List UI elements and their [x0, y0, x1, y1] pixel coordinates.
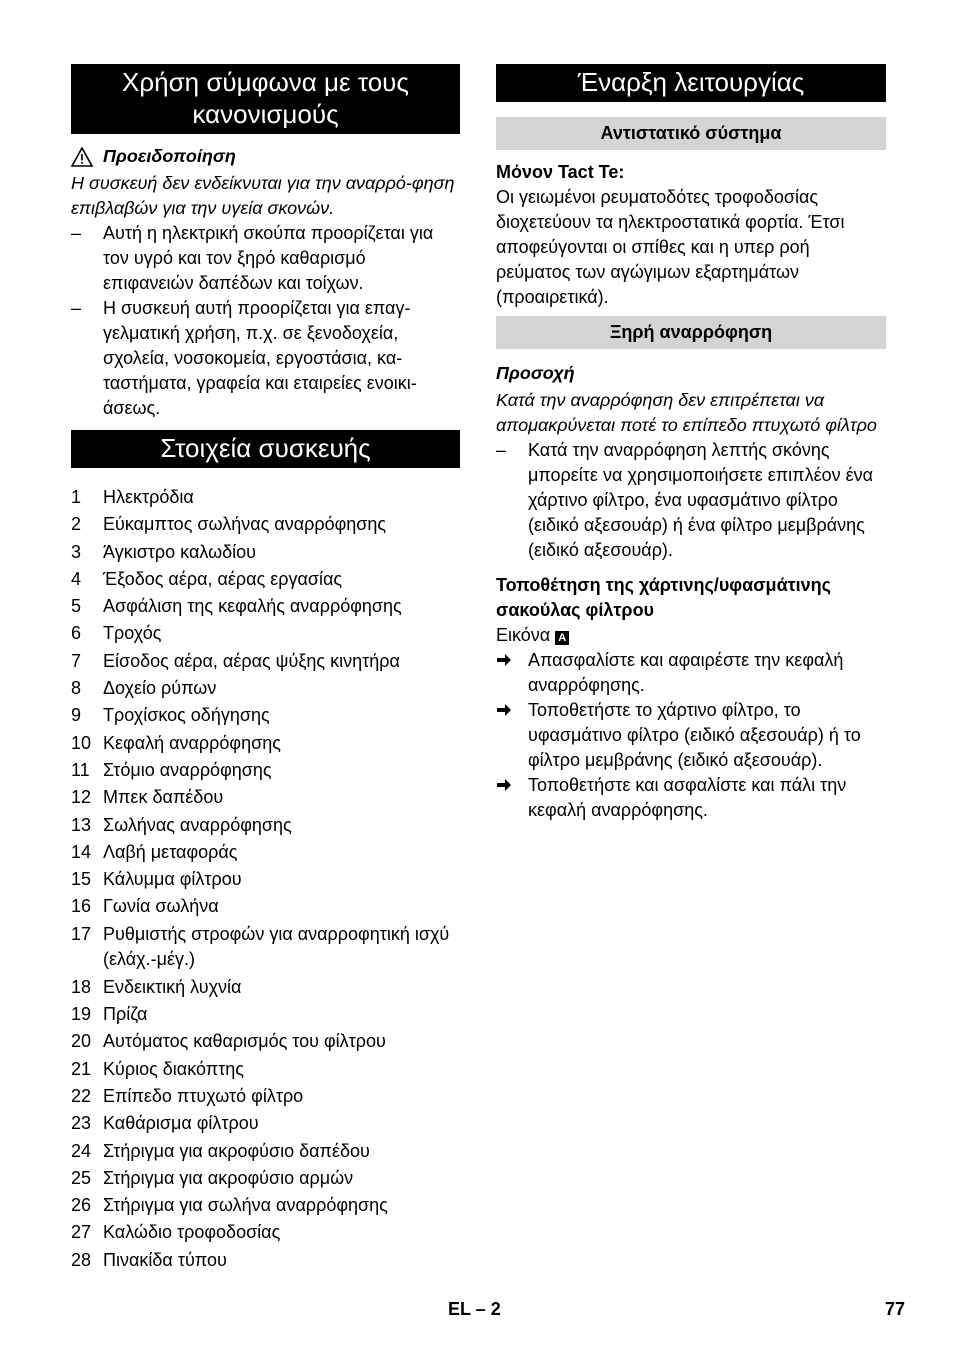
caution-label: Προσοχή — [496, 363, 575, 383]
right-column — [496, 64, 886, 823]
list-item — [71, 648, 460, 675]
part-label: Κάλυμμα φίλτρου — [103, 869, 242, 890]
part-label: Έξοδος αέρα, αέρας εργασίας — [103, 568, 343, 589]
list-item — [71, 921, 460, 974]
part-number: 2 — [71, 514, 82, 535]
list-item — [71, 511, 460, 538]
part-number: 18 — [71, 976, 92, 997]
arrow-right-icon — [496, 773, 528, 823]
list-item — [71, 866, 460, 893]
list-item — [71, 730, 460, 757]
part-label: Στήριγμα για ακροφύσιο αρμών — [103, 1167, 354, 1188]
part-number: 28 — [71, 1249, 92, 1270]
part-label: Γωνία σωλήνα — [103, 896, 219, 917]
section-title-intended-use: Χρήση σύμφωνα με τους κανονισμούς — [71, 64, 460, 134]
part-label: Αυτόματος καθαρισμός του φίλτρου — [103, 1031, 386, 1052]
figure-reference — [496, 623, 886, 648]
step-text: Τοποθετήστε το χάρτινο φίλτρο, το υφασμάτινο φίλτρο (ειδικό αξεσουάρ) ή το φίλτρο μεμβράνης (ειδικό αξεσουάρ). — [528, 700, 861, 770]
footer-page-number: 77 — [885, 1299, 906, 1319]
part-label: Καθάρισμα φίλτρου — [103, 1113, 259, 1134]
bullet-text: Η συσκευή αυτή προορίζεται για επαγ-γελματική χρήση, π.χ. σε ξενοδοχεία, σχολεία, νοσοκομεία, εργοστάσια, κα-ταστήματα, γραφεία και εταιρείες ενοικι-άσεως. — [103, 298, 417, 418]
list-item — [71, 1219, 460, 1246]
part-label: Ρυθμιστής στροφών για αναρροφητική ισχύ (ελάχ.-μέγ.) — [103, 923, 450, 969]
part-label: Στήριγμα για σωλήνα αναρρόφησης — [103, 1195, 388, 1216]
part-label: Ασφάλιση της κεφαλής αναρρόφησης — [103, 596, 402, 617]
device-parts-list — [71, 484, 460, 1274]
list-item — [71, 593, 460, 620]
part-number: 22 — [71, 1085, 92, 1106]
step-text: Τοποθετήστε και ασφαλίστε και πάλι την κεφαλή αναρρόφησης. — [528, 775, 847, 820]
filter-bag-heading: Τοποθέτηση της χάρτινης/υφασμάτινης σακούλας φίλτρου — [496, 575, 832, 620]
dash-marker: – — [71, 298, 82, 318]
arrow-right-icon — [496, 698, 528, 773]
list-item — [71, 620, 460, 647]
antistatic-text: Οι γειωμένοι ρευματοδότες τροφοδοσίας διοχετεύουν τα ηλεκτροστατικά φορτία. Έτσι αποφεύγονται οι σπίθες και η υπερ ροή ρεύματος των αγώγιμων εξαρτημάτων (προαιρετικά). — [496, 187, 845, 307]
part-number: 19 — [71, 1004, 92, 1025]
part-number: 9 — [71, 705, 82, 726]
part-number: 5 — [71, 596, 82, 617]
list-item — [71, 539, 460, 566]
part-label: Στόμιο αναρρόφησης — [103, 759, 272, 780]
list-item — [71, 1110, 460, 1137]
part-number: 3 — [71, 541, 82, 562]
footer-language-page: EL – 2 — [448, 1299, 501, 1319]
part-label: Κύριος διακόπτης — [103, 1058, 244, 1079]
list-item — [71, 296, 460, 421]
subsection-title-antistatic: Αντιστατικό σύστημα — [496, 117, 886, 150]
part-number: 13 — [71, 814, 92, 835]
part-number: 21 — [71, 1058, 92, 1079]
list-item — [71, 1083, 460, 1110]
list-item — [71, 893, 460, 920]
list-item — [71, 1165, 460, 1192]
part-label: Λαβή μεταφοράς — [103, 841, 238, 862]
part-number: 6 — [71, 623, 82, 644]
part-number: 20 — [71, 1031, 92, 1052]
list-item — [71, 1056, 460, 1083]
section-title-start-up: Έναρξη λειτουργίας — [496, 64, 886, 102]
part-number: 7 — [71, 650, 82, 671]
part-label: Κεφαλή αναρρόφησης — [103, 732, 281, 753]
part-label: Είσοδος αέρα, αέρας ψύξης κινητήρα — [103, 650, 400, 671]
list-item — [71, 812, 460, 839]
list-item — [496, 698, 886, 773]
filter-steps-list — [496, 648, 886, 823]
warning-heading — [71, 144, 460, 169]
part-label: Καλώδιο τροφοδοσίας — [103, 1222, 281, 1243]
left-column — [71, 64, 460, 1274]
list-item — [71, 221, 460, 296]
part-number: 26 — [71, 1195, 92, 1216]
caution-text: Κατά την αναρρόφηση δεν επιτρέπεται να απομακρύνεται ποτέ το επίπεδο πτυχωτό φίλτρο — [496, 390, 877, 435]
part-label: Τροχίσκος οδήγησης — [103, 705, 270, 726]
part-label: Πρίζα — [103, 1004, 148, 1025]
warning-triangle-icon — [71, 147, 93, 167]
part-label: Μπεκ δαπέδου — [103, 787, 224, 808]
part-label: Σωλήνας αναρρόφησης — [103, 814, 292, 835]
part-number: 8 — [71, 678, 82, 699]
part-number: 24 — [71, 1140, 92, 1161]
part-number: 12 — [71, 787, 92, 808]
list-item — [71, 1247, 460, 1274]
part-number: 16 — [71, 896, 92, 917]
part-number: 23 — [71, 1113, 92, 1134]
part-label: Άγκιστρο καλωδίου — [103, 541, 256, 562]
part-number: 15 — [71, 869, 92, 890]
tact-te-label: Μόνον Tact Te: — [496, 162, 625, 182]
part-number: 1 — [71, 487, 82, 507]
list-item — [71, 484, 460, 511]
list-item — [496, 773, 886, 823]
bullet-text: Αυτή η ηλεκτρική σκούπα προορίζεται για τον υγρό και τον ξηρό καθαρισμό επιφανειών δαπέδων και τοίχων. — [103, 223, 434, 293]
part-label: Πινακίδα τύπου — [103, 1249, 227, 1270]
warning-label: Προειδοποίηση — [103, 146, 236, 166]
part-label: Ηλεκτρόδια — [103, 487, 194, 507]
list-item — [71, 675, 460, 702]
section-title-device-elements: Στοιχεία συσκευής — [71, 430, 460, 468]
arrow-right-icon — [496, 648, 528, 698]
part-number: 25 — [71, 1167, 92, 1188]
part-number: 14 — [71, 841, 92, 862]
list-item — [71, 757, 460, 784]
list-item — [71, 702, 460, 729]
part-number: 17 — [71, 923, 92, 944]
dash-marker: – — [496, 440, 507, 460]
part-label: Τροχός — [103, 623, 162, 644]
list-item — [71, 784, 460, 811]
list-item — [496, 438, 886, 563]
figure-letter-box: A — [555, 631, 569, 645]
dry-vacuum-list — [496, 438, 886, 563]
part-number: 10 — [71, 732, 92, 753]
dash-item-text: Κατά την αναρρόφηση λεπτής σκόνης μπορείτε να χρησιμοποιήσετε επιπλέον ένα χάρτινο φίλτρο, ένα υφασμάτινο φίλτρο (ειδικό αξεσουάρ) ή ένα φίλτρο μεμβράνης (ειδικό αξεσουάρ). — [528, 440, 874, 560]
subsection-title-dry-vacuuming: Ξηρή αναρρόφηση — [496, 316, 886, 349]
part-number: 27 — [71, 1222, 92, 1243]
step-text: Απασφαλίστε και αφαιρέστε την κεφαλή αναρρόφησης. — [528, 650, 844, 695]
dash-marker: – — [71, 223, 82, 243]
part-label: Επίπεδο πτυχωτό φίλτρο — [103, 1085, 304, 1106]
list-item — [71, 1028, 460, 1055]
part-number: 11 — [71, 759, 90, 780]
list-item — [71, 1138, 460, 1165]
list-item — [496, 648, 886, 698]
part-number: 4 — [71, 568, 82, 589]
part-label: Δοχείο ρύπων — [103, 678, 217, 699]
usage-bullet-list — [71, 221, 460, 421]
list-item — [71, 974, 460, 1001]
part-label: Ενδεικτική λυχνία — [103, 976, 242, 997]
part-label: Εύκαμπτος σωλήνας αναρρόφησης — [103, 514, 387, 535]
figure-label: Εικόνα — [496, 625, 551, 645]
list-item — [71, 566, 460, 593]
list-item — [71, 1192, 460, 1219]
list-item — [71, 839, 460, 866]
list-item — [71, 1001, 460, 1028]
warning-text: Η συσκευή δεν ενδείκνυται για την αναρρό-φηση επιβλαβών για την υγεία σκονών. — [71, 173, 455, 218]
part-label: Στήριγμα για ακροφύσιο δαπέδου — [103, 1140, 370, 1161]
